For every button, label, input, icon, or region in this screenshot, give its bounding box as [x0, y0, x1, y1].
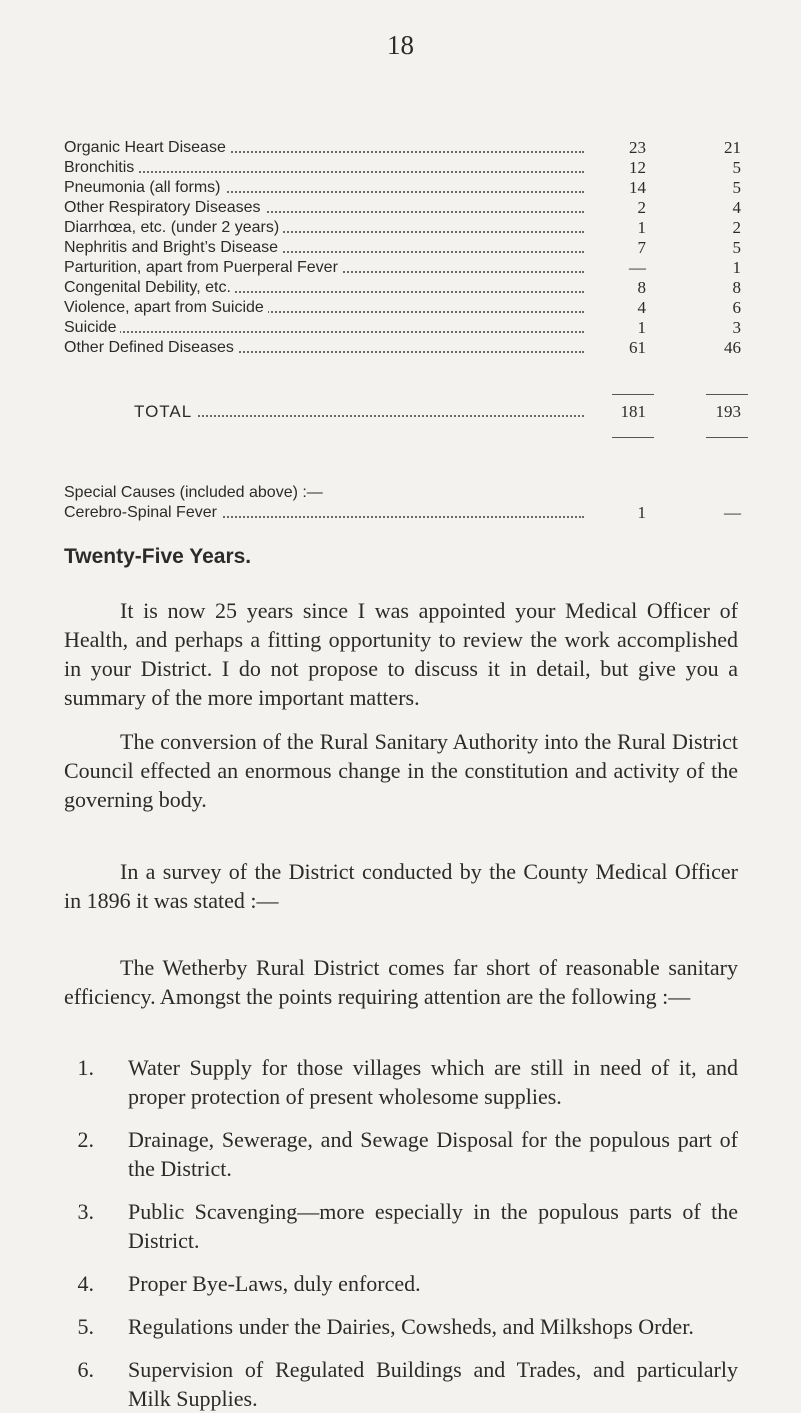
mortality-table — [64, 138, 754, 358]
row-value-2: 5 — [732, 178, 741, 197]
special-causes — [64, 483, 754, 523]
list-text: Water Supply for those villages which are still in need of it, and proper protection of present wholesome supplies. — [128, 1055, 738, 1109]
row-label: Other Defined Diseases — [64, 339, 238, 356]
list-text: Supervision of Regulated Buildings and Trades, and particularly Milk Supplies. — [128, 1357, 738, 1411]
list-number: 3. — [77, 1199, 94, 1224]
total-label: TOTAL — [134, 402, 196, 421]
row-value-1: 23 — [629, 138, 646, 157]
row-label: Pneumonia (all forms) — [64, 179, 225, 196]
row-value-2: 8 — [732, 278, 741, 297]
row-value-1: — — [629, 258, 646, 277]
paragraph: The Wetherby Rural District comes far short of reasonable sanitary efficiency. Amongst the points requiring attention are the following :— — [64, 955, 738, 1009]
row-value-2: 3 — [732, 318, 741, 337]
total-rule-top-2 — [706, 394, 748, 395]
row-label: Diarrhœa, etc. (under 2 years) — [64, 219, 283, 236]
page-number: 18 — [387, 30, 414, 60]
total-row — [64, 402, 754, 424]
list-item — [64, 1312, 738, 1341]
table-row — [64, 278, 754, 298]
list-item — [64, 1269, 738, 1298]
row-label: Cerebro-Spinal Fever — [64, 504, 221, 521]
table-row — [64, 318, 754, 338]
list-text: Proper Bye-Laws, duly enforced. — [128, 1271, 421, 1296]
total-rule-bottom-2 — [706, 437, 748, 438]
row-label: Bronchitis — [64, 159, 138, 176]
table-row — [64, 158, 754, 178]
row-label: Other Respiratory Diseases — [64, 199, 265, 216]
table-row — [64, 258, 754, 278]
row-value-1: 1 — [637, 503, 646, 522]
table-row — [64, 198, 754, 218]
row-value-2: — — [724, 503, 741, 522]
paragraph: In a survey of the District conducted by the County Medical Officer in 1896 it was stated :— — [64, 859, 738, 913]
table-row — [64, 238, 754, 258]
list-number: 4. — [77, 1271, 94, 1296]
row-label: Violence, apart from Suicide — [64, 299, 268, 316]
total-rule-bottom-1 — [612, 437, 654, 438]
row-value-1: 2 — [637, 198, 646, 217]
list-number: 5. — [77, 1314, 94, 1339]
total-value-2: 193 — [715, 402, 741, 421]
total-value-1: 181 — [620, 402, 646, 421]
section-title: Twenty-Five Years. — [64, 545, 252, 568]
row-value-2: 5 — [732, 238, 741, 257]
row-value-2: 46 — [724, 338, 741, 357]
table-row — [64, 298, 754, 318]
table-row — [64, 178, 754, 198]
list-number: 1. — [77, 1055, 94, 1080]
list-text: Public Scavenging—more especially in the populous parts of the District. — [128, 1199, 738, 1253]
special-causes-heading: Special Causes (included above) :— — [64, 484, 323, 501]
row-value-1: 8 — [637, 278, 646, 297]
row-value-2: 4 — [732, 198, 741, 217]
list-number: 6. — [77, 1357, 94, 1382]
row-value-1: 12 — [629, 158, 646, 177]
table-row — [64, 218, 754, 238]
list-number: 2. — [77, 1127, 94, 1152]
row-value-1: 7 — [637, 238, 646, 257]
paragraph: It is now 25 years since I was appointed your Medical Officer of Health, and perhaps a fitting opportunity to review the work accomplished in your District. I do not propose to discuss it in detail, but give you a summary of the more important matters. — [64, 598, 738, 710]
row-value-1: 14 — [629, 178, 646, 197]
row-value-2: 5 — [732, 158, 741, 177]
requirements-list — [64, 1053, 738, 1413]
table-row — [64, 503, 754, 523]
list-item — [64, 1355, 738, 1413]
row-value-1: 1 — [637, 318, 646, 337]
list-text: Drainage, Sewerage, and Sewage Disposal for the populous part of the District. — [128, 1127, 738, 1181]
row-label: Congenital Debility, etc. — [64, 279, 235, 296]
table-row — [64, 138, 754, 158]
list-item — [64, 1125, 738, 1183]
row-value-1: 1 — [637, 218, 646, 237]
row-value-2: 1 — [732, 258, 741, 277]
row-value-2: 21 — [724, 138, 741, 157]
row-label: Suicide — [64, 319, 120, 336]
table-row — [64, 338, 754, 358]
list-item — [64, 1053, 738, 1111]
total-rule-top-1 — [612, 394, 654, 395]
row-label: Organic Heart Disease — [64, 139, 230, 156]
row-value-1: 61 — [629, 338, 646, 357]
row-value-2: 2 — [732, 218, 741, 237]
row-label: Nephritis and Bright’s Disease — [64, 239, 282, 256]
list-item — [64, 1197, 738, 1255]
list-text: Regulations under the Dairies, Cowsheds, and Milkshops Order. — [128, 1314, 694, 1339]
row-label: Parturition, apart from Puerperal Fever — [64, 259, 342, 276]
row-value-2: 6 — [732, 298, 741, 317]
row-value-1: 4 — [637, 298, 646, 317]
paragraph: The conversion of the Rural Sanitary Authority into the Rural District Council effected an enormous change in the constitution and activity of the governing body. — [64, 729, 738, 812]
